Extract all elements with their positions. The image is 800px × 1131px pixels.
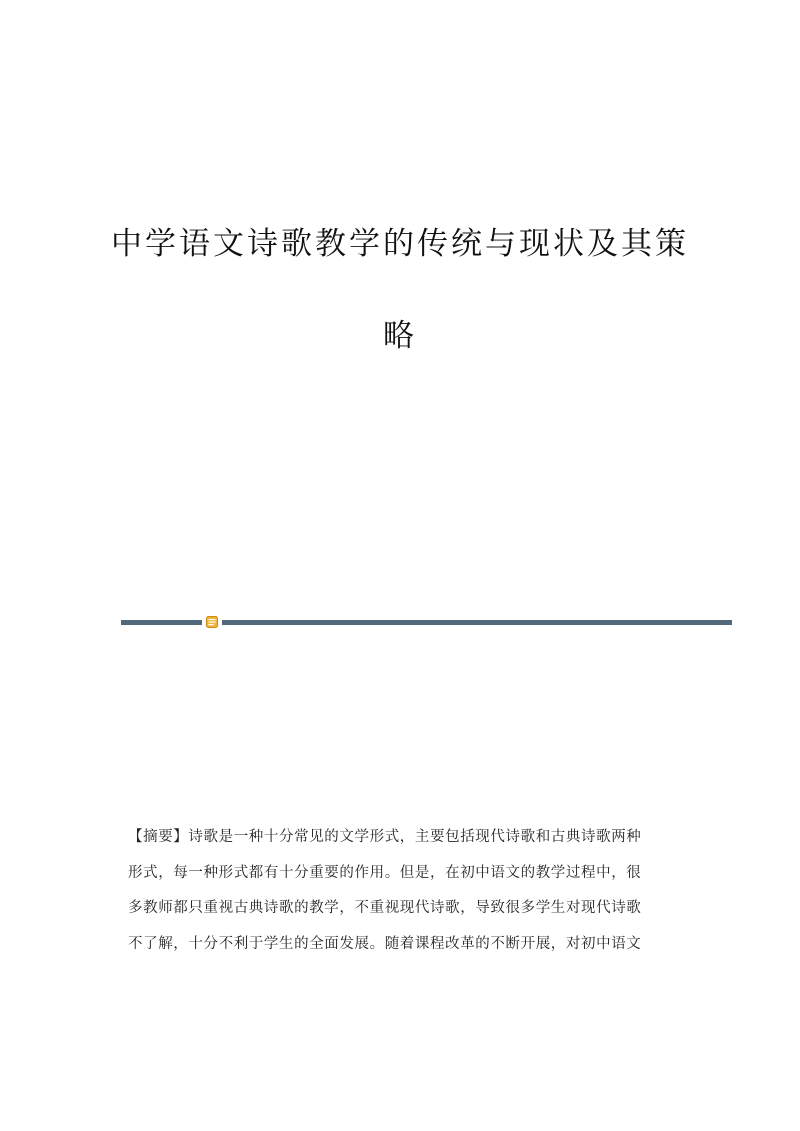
title-line-2: 略	[383, 318, 417, 354]
abstract-line: 形式，每一种形式都有十分重要的作用。但是，在初中语文的教学过程中，很	[128, 864, 642, 881]
abstract-line: 【摘要】诗歌是一种十分常见的文学形式，主要包括现代诗歌和古典诗歌两种	[128, 829, 642, 845]
document-title	[0, 222, 800, 358]
section-divider	[121, 616, 732, 628]
title-line-1: 中学语文诗歌教学的传统与现状及其策	[111, 226, 689, 262]
abstract-paragraph	[128, 820, 676, 962]
divider-bar-left	[121, 620, 202, 625]
document-emblem-icon	[206, 616, 218, 628]
divider-bar-right	[222, 620, 732, 625]
abstract-line: 多教师都只重视古典诗歌的教学，不重视现代诗歌，导致很多学生对现代诗歌	[128, 900, 642, 916]
abstract-line: 不了解，十分不利于学生的全面发展。随着课程改革的不断开展，对初中语文	[128, 935, 642, 952]
